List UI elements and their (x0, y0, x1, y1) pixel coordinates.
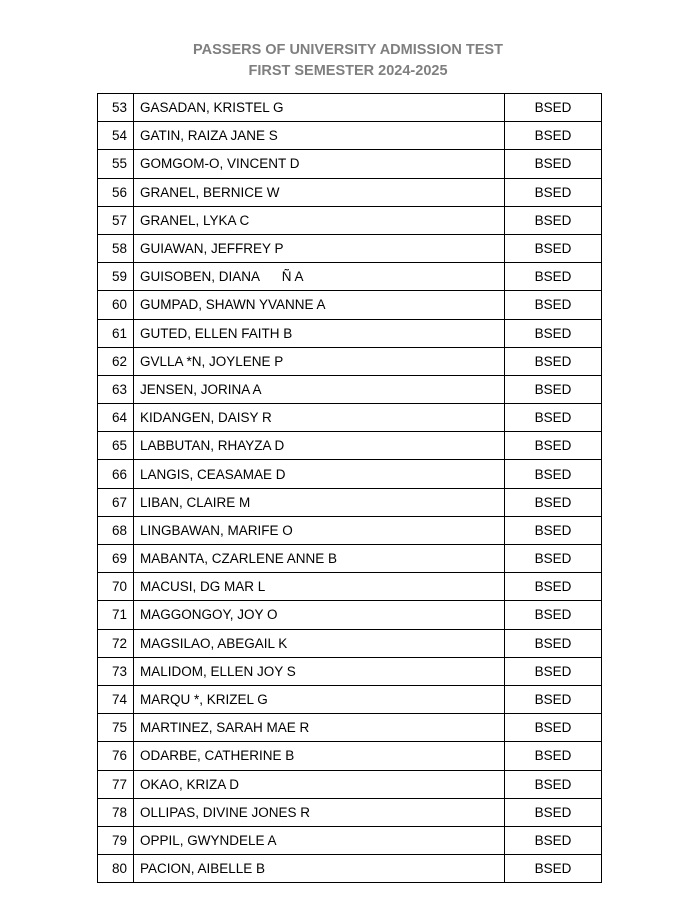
row-number: 64 (98, 404, 134, 432)
passer-name: ODARBE, CATHERINE B (134, 742, 505, 770)
table-row (98, 629, 602, 657)
table-row (98, 404, 602, 432)
table-row (98, 545, 602, 573)
table-row (98, 319, 602, 347)
page-title (0, 40, 696, 82)
course-code: BSED (505, 629, 602, 657)
course-code: BSED (505, 94, 602, 122)
row-number: 59 (98, 263, 134, 291)
row-number: 79 (98, 826, 134, 854)
passer-name: MARQU *, KRIZEL G (134, 685, 505, 713)
course-code: BSED (505, 488, 602, 516)
table-row (98, 94, 602, 122)
passer-name: OLLIPAS, DIVINE JONES R (134, 798, 505, 826)
course-code: BSED (505, 573, 602, 601)
row-number: 69 (98, 545, 134, 573)
row-number: 53 (98, 94, 134, 122)
passer-name: LINGBAWAN, MARIFE O (134, 516, 505, 544)
row-number: 61 (98, 319, 134, 347)
table-row (98, 742, 602, 770)
row-number: 74 (98, 685, 134, 713)
row-number: 65 (98, 432, 134, 460)
course-code: BSED (505, 432, 602, 460)
table-row (98, 573, 602, 601)
course-code: BSED (505, 178, 602, 206)
course-code: BSED (505, 770, 602, 798)
course-code: BSED (505, 460, 602, 488)
course-code: BSED (505, 826, 602, 854)
table-row (98, 178, 602, 206)
row-number: 80 (98, 855, 134, 883)
row-number: 77 (98, 770, 134, 798)
passer-name: MABANTA, CZARLENE ANNE B (134, 545, 505, 573)
row-number: 57 (98, 206, 134, 234)
table-row (98, 432, 602, 460)
passer-name: GRANEL, LYKA C (134, 206, 505, 234)
table-row (98, 375, 602, 403)
table-row (98, 770, 602, 798)
row-number: 60 (98, 291, 134, 319)
title-line-1: PASSERS OF UNIVERSITY ADMISSION TEST (193, 42, 503, 58)
row-number: 66 (98, 460, 134, 488)
passer-name: GUTED, ELLEN FAITH B (134, 319, 505, 347)
passer-name: GVLLA *N, JOYLENE P (134, 347, 505, 375)
row-number: 75 (98, 714, 134, 742)
table-row (98, 657, 602, 685)
passers-table-body (98, 94, 602, 883)
course-code: BSED (505, 404, 602, 432)
course-code: BSED (505, 516, 602, 544)
passer-name: MACUSI, DG MAR L (134, 573, 505, 601)
course-code: BSED (505, 234, 602, 262)
course-code: BSED (505, 206, 602, 234)
passer-name: GASADAN, KRISTEL G (134, 94, 505, 122)
row-number: 58 (98, 234, 134, 262)
row-number: 68 (98, 516, 134, 544)
passer-name: GOMGOM-O, VINCENT D (134, 150, 505, 178)
table-row (98, 347, 602, 375)
table-row (98, 798, 602, 826)
row-number: 73 (98, 657, 134, 685)
course-code: BSED (505, 347, 602, 375)
course-code: BSED (505, 742, 602, 770)
course-code: BSED (505, 375, 602, 403)
passer-name: GUIAWAN, JEFFREY P (134, 234, 505, 262)
row-number: 63 (98, 375, 134, 403)
passer-name: GATIN, RAIZA JANE S (134, 122, 505, 150)
row-number: 55 (98, 150, 134, 178)
row-number: 67 (98, 488, 134, 516)
course-code: BSED (505, 150, 602, 178)
course-code: BSED (505, 685, 602, 713)
passer-name: LABBUTAN, RHAYZA D (134, 432, 505, 460)
title-line-2: FIRST SEMESTER 2024-2025 (248, 63, 448, 79)
table-row (98, 291, 602, 319)
course-code: BSED (505, 601, 602, 629)
table-row (98, 263, 602, 291)
course-code: BSED (505, 714, 602, 742)
table-row (98, 460, 602, 488)
course-code: BSED (505, 798, 602, 826)
course-code: BSED (505, 545, 602, 573)
table-row (98, 206, 602, 234)
table-row (98, 685, 602, 713)
table-row (98, 826, 602, 854)
passer-name: LANGIS, CEASAMAE D (134, 460, 505, 488)
row-number: 62 (98, 347, 134, 375)
row-number: 56 (98, 178, 134, 206)
table-row (98, 488, 602, 516)
passer-name: MALIDOM, ELLEN JOY S (134, 657, 505, 685)
table-row (98, 150, 602, 178)
row-number: 70 (98, 573, 134, 601)
passer-name: JENSEN, JORINA A (134, 375, 505, 403)
row-number: 78 (98, 798, 134, 826)
course-code: BSED (505, 263, 602, 291)
row-number: 72 (98, 629, 134, 657)
table-row (98, 601, 602, 629)
passer-name: MAGSILAO, ABEGAIL K (134, 629, 505, 657)
passer-name: GUMPAD, SHAWN YVANNE A (134, 291, 505, 319)
passer-name: OPPIL, GWYNDELE A (134, 826, 505, 854)
row-number: 54 (98, 122, 134, 150)
passer-name: PACION, AIBELLE B (134, 855, 505, 883)
table-row (98, 122, 602, 150)
table-row (98, 516, 602, 544)
course-code: BSED (505, 319, 602, 347)
passer-name: GRANEL, BERNICE W (134, 178, 505, 206)
passer-name: LIBAN, CLAIRE M (134, 488, 505, 516)
passer-name: MARTINEZ, SARAH MAE R (134, 714, 505, 742)
row-number: 71 (98, 601, 134, 629)
passer-name: MAGGONGOY, JOY O (134, 601, 505, 629)
course-code: BSED (505, 122, 602, 150)
passer-name: OKAO, KRIZA D (134, 770, 505, 798)
course-code: BSED (505, 291, 602, 319)
passer-name: GUISOBEN, DIANA Ñ A (134, 263, 505, 291)
course-code: BSED (505, 657, 602, 685)
table-row (98, 234, 602, 262)
table-row (98, 714, 602, 742)
row-number: 76 (98, 742, 134, 770)
passer-name: KIDANGEN, DAISY R (134, 404, 505, 432)
course-code: BSED (505, 855, 602, 883)
table-row (98, 855, 602, 883)
passers-table (97, 93, 602, 883)
